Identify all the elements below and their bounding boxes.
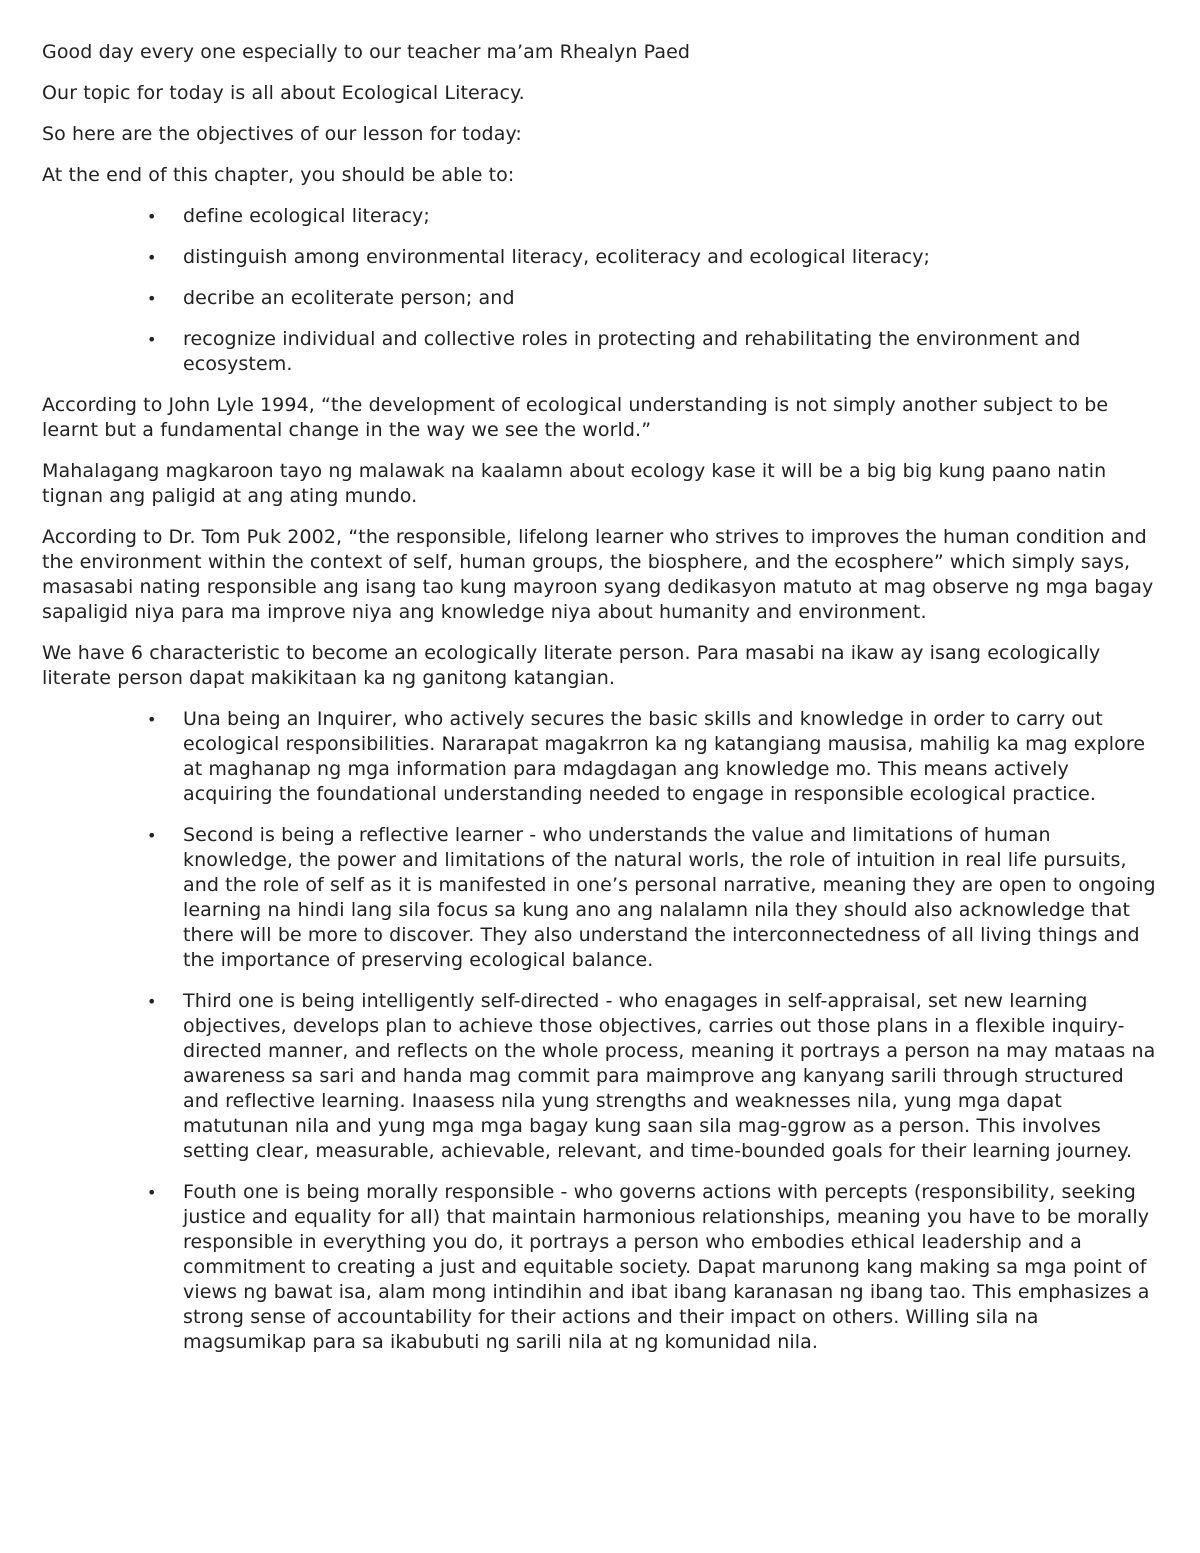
characteristic-text: Fouth one is being morally responsible - who governs actions with percepts (responsibility, seeking justice and equality for all) that maintain harmonious relationships, meaning you have to be morally responsible in everything you do, it portrays a person who embodies ethical leadership and a commitment to creating a just and equitable society. Dapat marunong kang making sa mga point of views ng bawat isa, alam mong intindihin and ibat ibang karanasan ng ibang tao. This emphasizes a strong sense of accountability for their actions and their impact on others. Willing sila na magsumikap para sa ikabubuti ng sarili nila at ng komunidad nila. (183, 1181, 1150, 1353)
bullet-icon: • (147, 1183, 157, 1202)
characteristic-text: Third one is being intelligently self-directed - who enagages in self-appraisal, set new learning objectives, develops plan to achieve those objectives, carries out those plans in a flexible inquiry-directed manner, and reflects on the whole process, meaning it portrays a person na may mataas na awareness sa sari and handa mag commit para maimprove ang kanyang sarili through structured and reflective learning. Inaasess nila yung strengths and weaknesses nila, yung mga dapat matutunan nila and yung mga mga bagay kung saan sila mag-ggrow as a person. This involves setting clear, measurable, achievable, relevant, and time-bounded goals for their learning journey. (183, 990, 1156, 1162)
objective-item (147, 327, 1156, 377)
objectives-list (42, 204, 1156, 377)
objective-text: decribe an ecoliterate person; and (183, 287, 515, 309)
characteristic-item (147, 989, 1156, 1164)
bullet-icon: • (147, 289, 157, 308)
characteristic-text: Una being an Inquirer, who actively secures the basic skills and knowledge in order to carry out ecological responsibilities. Nararapat magakrron ka ng katangiang mausisa, mahilig ka mag explore at maghanap ng mga information para mdagdagan ang knowledge mo. This means actively acquiring the foundational understanding needed to engage in responsible ecological practice. (183, 708, 1146, 805)
chapter-goal-paragraph: At the end of this chapter, you should be able to: (42, 164, 515, 186)
objective-item (147, 245, 1156, 270)
objectives-intro-paragraph: So here are the objectives of our lesson for today: (42, 123, 522, 145)
characteristic-item (147, 823, 1156, 973)
objective-item (147, 286, 1156, 311)
puk-quote-paragraph: According to Dr. Tom Puk 2002, “the responsible, lifelong learner who strives to improves the human condition and the environment within the context of self, human groups, the biosphere, and the ecosphere” which simply says, masasabi nating responsible ang isang tao kung mayroon syang dedikasyon matuto at mag observe ng mga bagay sapaligid niya para ma improve niya ang knowledge niya about humanity and environment. (42, 526, 1154, 623)
characteristic-text: Second is being a reflective learner - who understands the value and limitations of human knowledge, the power and limitations of the natural worls, the role of intuition in real life pursuits, and the role of self as it is manifested in one’s personal narrative, meaning they are open to ongoing learning na hindi lang sila focus sa kung ano ang nalalamn nila they should also acknowledge that there will be more to discover. They also understand the interconnectedness of all living things and the importance of preserving ecological balance. (183, 824, 1156, 971)
characteristics-list (42, 707, 1156, 1355)
bullet-icon: • (147, 710, 157, 729)
characteristic-item (147, 707, 1156, 807)
characteristics-intro-paragraph: We have 6 characteristic to become an ecologically literate person. Para masabi na ikaw ay isang ecologically literate person dapat makikitaan ka ng ganitong katangian. (42, 642, 1101, 689)
objective-item (147, 204, 1156, 229)
lyle-quote-paragraph: According to John Lyle 1994, “the development of ecological understanding is not simply another subject to be learnt but a fundamental change in the way we see the world.” (42, 394, 1109, 441)
ecology-importance-paragraph: Mahalagang magkaroon tayo ng malawak na kaalamn about ecology kase it will be a big big kung paano natin tignan ang paligid at ang ating mundo. (42, 460, 1107, 507)
objective-text: recognize individual and collective roles in protecting and rehabilitating the environment and ecosystem. (183, 328, 1081, 375)
objective-text: distinguish among environmental literacy, ecoliteracy and ecological literacy; (183, 246, 931, 268)
bullet-icon: • (147, 330, 157, 349)
topic-paragraph: Our topic for today is all about Ecological Literacy. (42, 82, 525, 104)
greeting-paragraph: Good day every one especially to our teacher ma’am Rhealyn Paed (42, 41, 691, 63)
bullet-icon: • (147, 992, 157, 1011)
bullet-icon: • (147, 207, 157, 226)
bullet-icon: • (147, 248, 157, 267)
characteristic-item (147, 1180, 1156, 1355)
bullet-icon: • (147, 826, 157, 845)
objective-text: define ecological literacy; (183, 205, 430, 227)
